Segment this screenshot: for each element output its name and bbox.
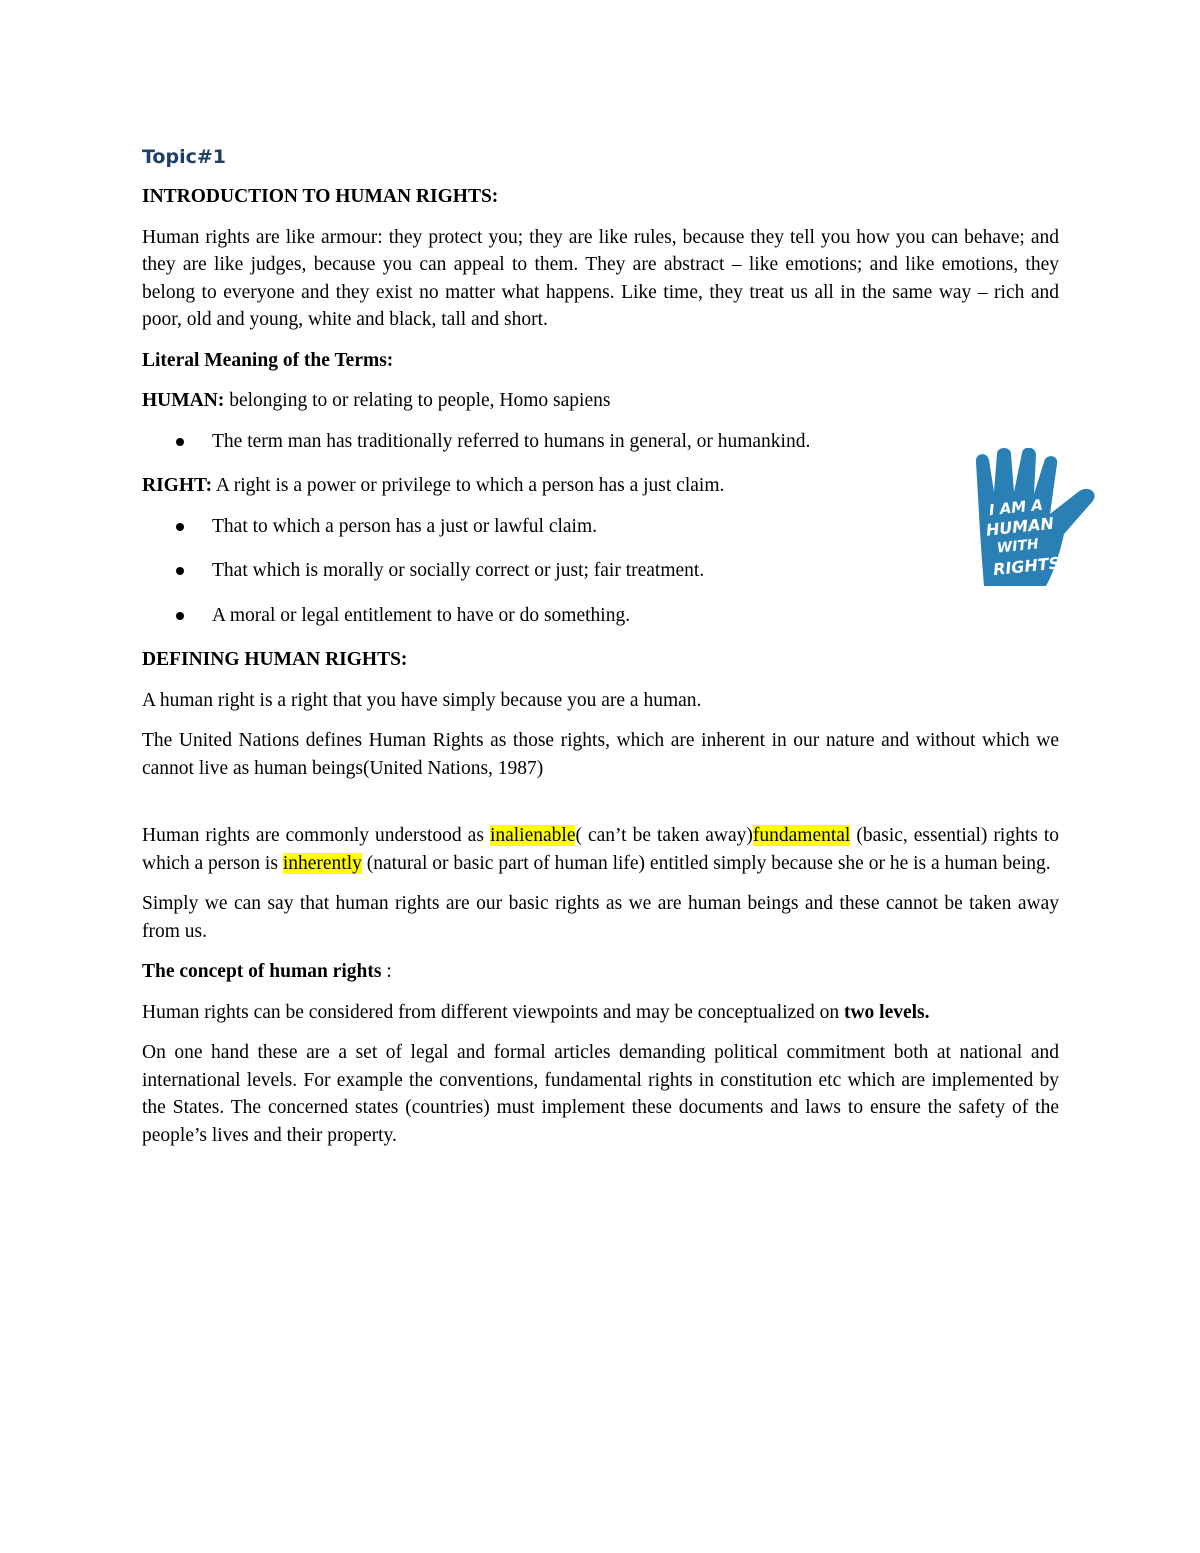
concept-paragraph-1-bold: two levels. <box>843 1001 930 1023</box>
concept-heading-text: The concept of human rights <box>142 961 382 982</box>
defining-heading: DEFINING HUMAN RIGHTS: <box>142 649 408 670</box>
defining-paragraph-1: A human right is a right that you have simply because you are a human. <box>142 689 702 711</box>
right-definition <box>142 472 1059 500</box>
concept-heading <box>142 958 1059 986</box>
svg-text:HUMAN: HUMAN <box>984 513 1055 540</box>
bullet-icon <box>176 438 184 446</box>
concept-heading-suffix: : <box>381 961 392 982</box>
list-item-text: That which is morally or socially correct or just; fair treatment. <box>212 560 705 581</box>
svg-text:RIGHTS!: RIGHTS! <box>992 552 1069 580</box>
right-term: RIGHT: <box>142 475 213 496</box>
human-definition <box>142 387 1059 415</box>
understood-paragraph <box>142 822 1059 877</box>
document-body <box>142 143 1059 1162</box>
human-bullet-list <box>142 428 1059 456</box>
defining-paragraph-2: The United Nations defines Human Rights as those rights, which are inherent in our nature and without which we cannot live as human beings(United Nations, 1987) <box>142 730 1059 779</box>
highlight-inherently: inherently <box>282 852 362 874</box>
blank-line <box>142 795 1059 822</box>
bullet-icon <box>176 523 184 531</box>
concept-paragraph-1 <box>142 999 1059 1027</box>
intro-paragraph: Human rights are like armour: they protect you; they are like rules, because they tell you how you can behave; and they are like judges, because you can appeal to them. They are abstract – like emotions; and like emotions, they belong to everyone and they exist no matter what happens. Like time, they treat us all in the same way – rich and poor, old and young, white and black, tall and short. <box>142 226 1059 330</box>
human-term: HUMAN: <box>142 390 225 411</box>
human-definition-text: belonging to or relating to people, Homo sapiens <box>224 390 611 411</box>
understood-text-1: Human rights are commonly understood as <box>142 825 490 846</box>
list-item-text: The term man has traditionally referred to humans in general, or humankind. <box>212 430 811 452</box>
list-item <box>142 513 1059 541</box>
list-item <box>142 428 1059 456</box>
understood-text-2: ( can’t be taken away) <box>575 825 753 846</box>
list-item <box>142 557 1059 585</box>
highlight-inalienable: inalienable <box>489 825 576 846</box>
right-definition-text: A right is a power or privilege to which a person has a just claim. <box>212 475 725 496</box>
simply-paragraph: Simply we can say that human rights are our basic rights as we are human beings and these cannot be taken away from us. <box>142 893 1059 942</box>
list-item-text: A moral or legal entitlement to have or do something. <box>212 604 631 626</box>
topic-label: Topic#1 <box>142 146 227 168</box>
concept-paragraph-1-text: Human rights can be considered from different viewpoints and may be conceptualized on <box>142 1001 844 1023</box>
svg-text:I AM A: I AM A <box>987 495 1044 520</box>
literal-meaning-heading: Literal Meaning of the Terms: <box>142 349 394 371</box>
right-bullet-list <box>142 513 1059 630</box>
svg-text:WITH: WITH <box>996 536 1040 557</box>
understood-text-3: (basic, essential) rights to which a person is <box>142 825 1059 874</box>
highlight-fundamental: fundamental <box>752 825 851 846</box>
list-item <box>142 602 1059 630</box>
concept-paragraph-2: On one hand these are a set of legal and formal articles demanding political commitment both at national and international levels. For example the conventions, fundamental rights in constitution etc which are implemented by the States. The concerned states (countries) must implement these documents and laws to ensure the safety of the people’s lives and their property. <box>142 1042 1059 1146</box>
bullet-icon <box>176 567 184 575</box>
raised-hand-icon <box>972 448 1106 590</box>
understood-text-4: (natural or basic part of human life) entitled simply because she or he is a human being. <box>361 852 1051 874</box>
intro-heading: INTRODUCTION TO HUMAN RIGHTS: <box>142 186 499 207</box>
bullet-icon <box>176 612 184 620</box>
list-item-text: That to which a person has a just or lawful claim. <box>212 515 598 537</box>
